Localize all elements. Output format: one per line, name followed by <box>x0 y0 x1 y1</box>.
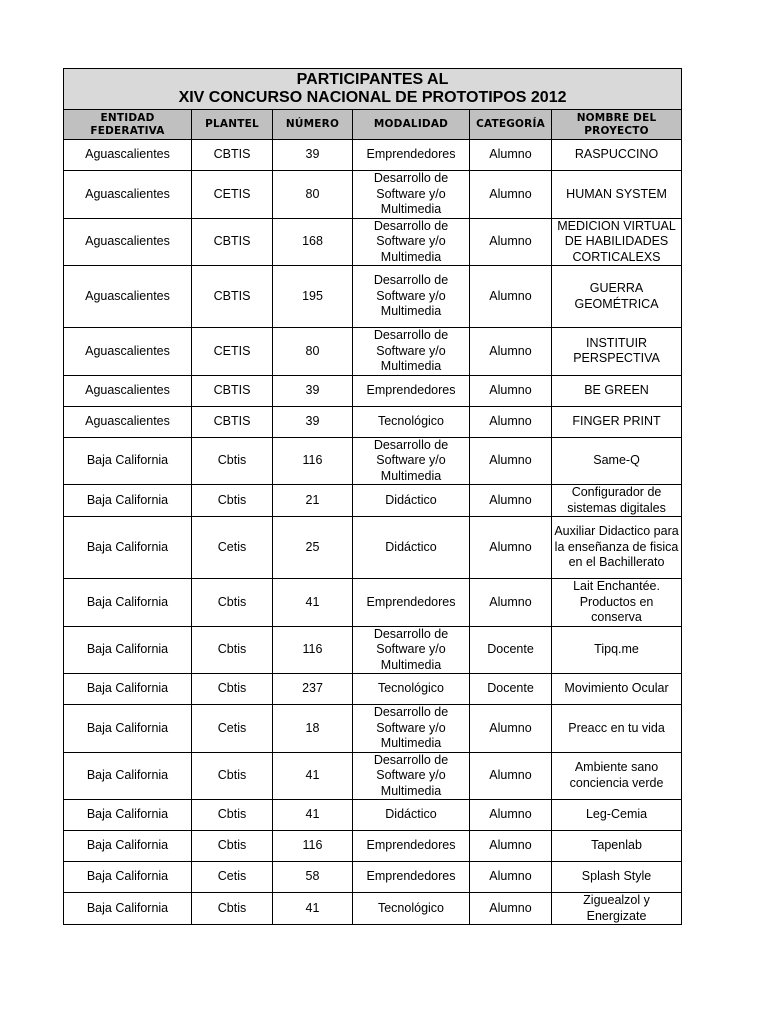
cell-proyecto: Ziguealzol y Energizate <box>552 893 682 925</box>
table-row <box>64 752 682 800</box>
column-header-entidad: ENTIDAD FEDERATIVA <box>64 110 192 140</box>
table-row <box>64 328 682 376</box>
cell-proyecto: Same-Q <box>552 437 682 485</box>
cell-entidad: Baja California <box>64 517 192 579</box>
cell-entidad: Aguascalientes <box>64 266 192 328</box>
cell-proyecto: GUERRA GEOMÉTRICA <box>552 266 682 328</box>
cell-modalidad: Desarrollo de Software y/o Multimedia <box>353 218 470 266</box>
cell-entidad: Aguascalientes <box>64 375 192 406</box>
cell-plantel: Cbtis <box>192 626 273 674</box>
cell-entidad: Aguascalientes <box>64 171 192 219</box>
table-row <box>64 375 682 406</box>
cell-categoria: Docente <box>470 674 552 705</box>
table-row <box>64 862 682 893</box>
table-row <box>64 266 682 328</box>
cell-categoria: Alumno <box>470 406 552 437</box>
cell-entidad: Baja California <box>64 862 192 893</box>
cell-numero: 80 <box>273 171 353 219</box>
cell-entidad: Baja California <box>64 705 192 753</box>
cell-plantel: CBTIS <box>192 140 273 171</box>
table-row <box>64 831 682 862</box>
cell-entidad: Baja California <box>64 674 192 705</box>
cell-numero: 80 <box>273 328 353 376</box>
table-row <box>64 705 682 753</box>
cell-categoria: Alumno <box>470 218 552 266</box>
cell-modalidad: Emprendedores <box>353 375 470 406</box>
table-row <box>64 406 682 437</box>
cell-plantel: CETIS <box>192 171 273 219</box>
table-row <box>64 800 682 831</box>
cell-plantel: Cbtis <box>192 674 273 705</box>
cell-entidad: Baja California <box>64 893 192 925</box>
cell-proyecto: Lait Enchantée. Productos en conserva <box>552 579 682 627</box>
cell-proyecto: BE GREEN <box>552 375 682 406</box>
cell-modalidad: Desarrollo de Software y/o Multimedia <box>353 626 470 674</box>
cell-categoria: Alumno <box>470 862 552 893</box>
cell-modalidad: Emprendedores <box>353 831 470 862</box>
column-header-numero: NÚMERO <box>273 110 353 140</box>
cell-entidad: Baja California <box>64 831 192 862</box>
cell-plantel: Cbtis <box>192 752 273 800</box>
cell-categoria: Alumno <box>470 579 552 627</box>
cell-plantel: Cbtis <box>192 831 273 862</box>
cell-proyecto: Configurador de sistemas digitales <box>552 485 682 517</box>
table-row <box>64 218 682 266</box>
title-line-1: PARTICIPANTES AL <box>296 71 449 88</box>
cell-proyecto: MEDICION VIRTUAL DE HABILIDADES CORTICALEXS <box>552 218 682 266</box>
participants-table <box>63 68 682 925</box>
cell-numero: 18 <box>273 705 353 753</box>
cell-entidad: Baja California <box>64 485 192 517</box>
cell-categoria: Alumno <box>470 893 552 925</box>
table-row <box>64 437 682 485</box>
cell-modalidad: Tecnológico <box>353 406 470 437</box>
cell-modalidad: Desarrollo de Software y/o Multimedia <box>353 328 470 376</box>
cell-proyecto: Movimiento Ocular <box>552 674 682 705</box>
cell-entidad: Aguascalientes <box>64 140 192 171</box>
cell-modalidad: Didáctico <box>353 800 470 831</box>
table-title <box>64 69 682 110</box>
table-row <box>64 171 682 219</box>
cell-plantel: Cbtis <box>192 800 273 831</box>
cell-numero: 41 <box>273 579 353 627</box>
cell-entidad: Baja California <box>64 579 192 627</box>
cell-plantel: Cbtis <box>192 579 273 627</box>
cell-proyecto: Tipq.me <box>552 626 682 674</box>
table-row <box>64 517 682 579</box>
header-row <box>64 110 682 140</box>
cell-categoria: Alumno <box>470 800 552 831</box>
cell-numero: 41 <box>273 893 353 925</box>
cell-proyecto: Leg-Cemia <box>552 800 682 831</box>
table-row <box>64 626 682 674</box>
cell-plantel: CBTIS <box>192 406 273 437</box>
cell-numero: 41 <box>273 752 353 800</box>
cell-numero: 116 <box>273 437 353 485</box>
cell-numero: 25 <box>273 517 353 579</box>
cell-plantel: CETIS <box>192 328 273 376</box>
cell-plantel: CBTIS <box>192 266 273 328</box>
cell-categoria: Alumno <box>470 831 552 862</box>
cell-proyecto: Auxiliar Didactico para la enseñanza de fisica en el Bachillerato <box>552 517 682 579</box>
cell-numero: 41 <box>273 800 353 831</box>
cell-proyecto: INSTITUIR PERSPECTIVA <box>552 328 682 376</box>
column-header-categoria: CATEGORÍA <box>470 110 552 140</box>
column-header-proyecto: NOMBRE DEL PROYECTO <box>552 110 682 140</box>
cell-modalidad: Tecnológico <box>353 893 470 925</box>
cell-modalidad: Emprendedores <box>353 579 470 627</box>
cell-numero: 116 <box>273 626 353 674</box>
column-header-plantel: PLANTEL <box>192 110 273 140</box>
cell-proyecto: Splash Style <box>552 862 682 893</box>
cell-numero: 237 <box>273 674 353 705</box>
cell-entidad: Baja California <box>64 626 192 674</box>
cell-proyecto: HUMAN SYSTEM <box>552 171 682 219</box>
cell-proyecto: RASPUCCINO <box>552 140 682 171</box>
cell-numero: 116 <box>273 831 353 862</box>
cell-categoria: Alumno <box>470 375 552 406</box>
cell-numero: 195 <box>273 266 353 328</box>
cell-modalidad: Didáctico <box>353 485 470 517</box>
cell-categoria: Alumno <box>470 517 552 579</box>
cell-categoria: Alumno <box>470 266 552 328</box>
cell-categoria: Alumno <box>470 140 552 171</box>
cell-plantel: Cetis <box>192 705 273 753</box>
cell-categoria: Alumno <box>470 437 552 485</box>
cell-numero: 39 <box>273 375 353 406</box>
cell-plantel: CBTIS <box>192 375 273 406</box>
cell-entidad: Aguascalientes <box>64 328 192 376</box>
cell-entidad: Baja California <box>64 752 192 800</box>
cell-categoria: Alumno <box>470 752 552 800</box>
table-row <box>64 140 682 171</box>
cell-plantel: Cetis <box>192 862 273 893</box>
table-row <box>64 893 682 925</box>
cell-plantel: Cbtis <box>192 893 273 925</box>
column-header-modalidad: MODALIDAD <box>353 110 470 140</box>
cell-plantel: Cbtis <box>192 437 273 485</box>
cell-modalidad: Desarrollo de Software y/o Multimedia <box>353 437 470 485</box>
cell-numero: 21 <box>273 485 353 517</box>
cell-modalidad: Tecnológico <box>353 674 470 705</box>
cell-entidad: Baja California <box>64 437 192 485</box>
spreadsheet-page <box>63 68 681 925</box>
cell-entidad: Baja California <box>64 800 192 831</box>
cell-categoria: Alumno <box>470 485 552 517</box>
cell-modalidad: Emprendedores <box>353 140 470 171</box>
cell-plantel: Cbtis <box>192 485 273 517</box>
table-row <box>64 674 682 705</box>
cell-categoria: Docente <box>470 626 552 674</box>
cell-proyecto: Ambiente sano conciencia verde <box>552 752 682 800</box>
cell-numero: 168 <box>273 218 353 266</box>
cell-modalidad: Desarrollo de Software y/o Multimedia <box>353 705 470 753</box>
cell-plantel: CBTIS <box>192 218 273 266</box>
table-row <box>64 485 682 517</box>
cell-plantel: Cetis <box>192 517 273 579</box>
cell-entidad: Aguascalientes <box>64 218 192 266</box>
cell-categoria: Alumno <box>470 171 552 219</box>
cell-proyecto: Preacc en tu vida <box>552 705 682 753</box>
title-line-2: XIV CONCURSO NACIONAL DE PROTOTIPOS 2012 <box>178 89 567 106</box>
cell-modalidad: Didáctico <box>353 517 470 579</box>
cell-entidad: Aguascalientes <box>64 406 192 437</box>
cell-numero: 39 <box>273 406 353 437</box>
cell-categoria: Alumno <box>470 328 552 376</box>
cell-modalidad: Desarrollo de Software y/o Multimedia <box>353 266 470 328</box>
cell-categoria: Alumno <box>470 705 552 753</box>
table-row <box>64 579 682 627</box>
cell-modalidad: Desarrollo de Software y/o Multimedia <box>353 171 470 219</box>
cell-numero: 39 <box>273 140 353 171</box>
cell-modalidad: Desarrollo de Software y/o Multimedia <box>353 752 470 800</box>
table-body <box>64 140 682 925</box>
cell-proyecto: FINGER PRINT <box>552 406 682 437</box>
cell-proyecto: Tapenlab <box>552 831 682 862</box>
cell-numero: 58 <box>273 862 353 893</box>
cell-modalidad: Emprendedores <box>353 862 470 893</box>
